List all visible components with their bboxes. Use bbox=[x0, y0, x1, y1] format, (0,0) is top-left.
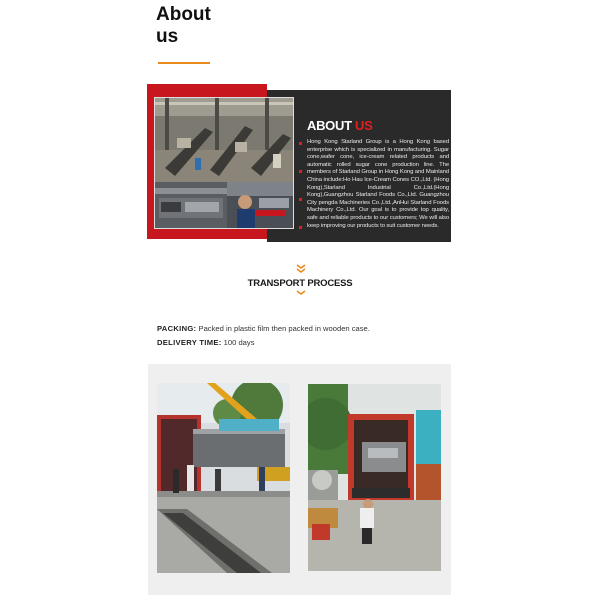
banner-title-us: US bbox=[355, 118, 373, 133]
loading-photo-right bbox=[308, 384, 441, 571]
factory-photo bbox=[154, 97, 294, 229]
delivery-label: DELIVERY TIME: bbox=[157, 338, 222, 347]
packing-info bbox=[157, 324, 370, 333]
delivery-value: 100 days bbox=[223, 338, 255, 347]
banner-body-text: Hong Kong Starland Group is a Hong Kong based enterprise which is specialized in manufacturing. Sugar cone,wafer cone, ice-cream related products and automatic rolled sugar cone production line. The members of Starland Group in Hong Kong and Mainland China include:Ho Hau Ice-Cream Cones CO.,Ltd. (Hong Kong),Starland Industrial Co.,Ltd.(Hong Kong),Guangzhou Starland Foods Co.,Ltd. Guangzhou City pengda Machineries Co.,Ltd.,AnHui Starland Foods Machinery Co.,Ltd. Our goal is to provide top quality, safe and reliable products to our customers; We will also keep improving our products to suit customer needs. bbox=[307, 139, 449, 229]
loading-photo-left bbox=[157, 383, 290, 573]
heading-underline bbox=[158, 62, 210, 64]
banner-red-markers bbox=[299, 142, 303, 232]
banner-title bbox=[307, 118, 373, 133]
banner-title-about: ABOUT bbox=[307, 118, 356, 133]
packing-label: PACKING: bbox=[157, 324, 197, 333]
chevron-down-icon bbox=[296, 264, 306, 274]
about-heading-line-2: us bbox=[156, 26, 179, 47]
transport-process-title: TRANSPORT PROCESS bbox=[247, 278, 353, 289]
about-us-heading bbox=[156, 4, 276, 48]
packing-value: Packed in plastic film then packed in wooden case. bbox=[198, 324, 370, 333]
delivery-info bbox=[157, 338, 255, 347]
chevron-down-icon bbox=[296, 290, 306, 300]
about-heading-line-1: About bbox=[156, 4, 211, 25]
